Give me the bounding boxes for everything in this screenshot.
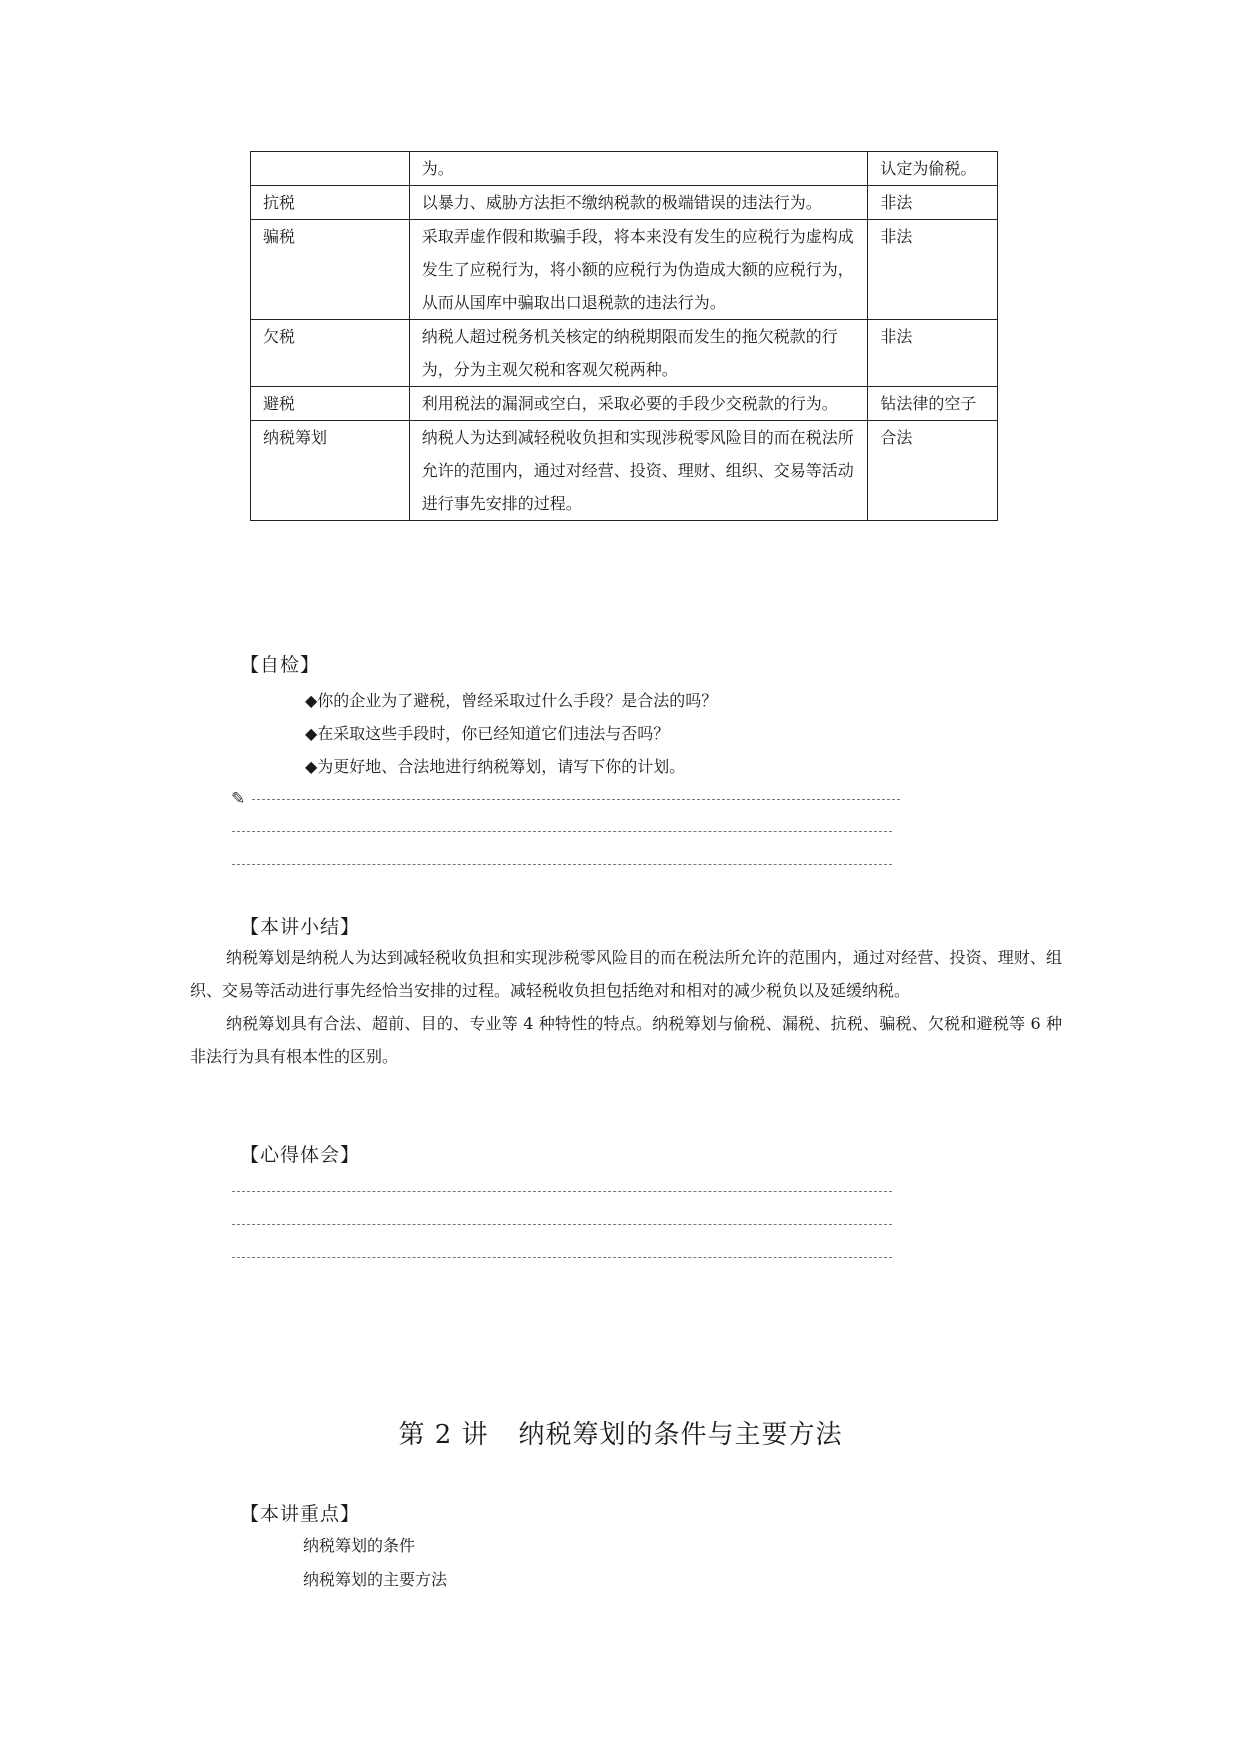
summary-body	[190, 941, 1062, 1073]
nature-cell: 钻法律的空子	[868, 387, 998, 421]
chapter-title	[0, 1414, 1241, 1451]
writing-line	[232, 864, 892, 865]
description-cell: 采取弄虚作假和欺骗手段，将本来没有发生的应税行为虚构成发生了应税行为，将小额的应税行为伪造成大额的应税行为，从而从国库中骗取出口退税款的违法行为。	[409, 220, 868, 320]
writing-line	[232, 1224, 892, 1225]
term-cell: 欠税	[251, 320, 410, 387]
experience-heading: 【心得体会】	[240, 1144, 361, 1166]
list-item: ◆在采取这些手段时，你已经知道它们违法与否吗？	[305, 724, 670, 743]
writing-line	[232, 1257, 892, 1258]
summary-paragraph: 纳税筹划是纳税人为达到减轻税收负担和实现涉税零风险目的而在税法所允许的范围内，通过对经营、投资、理财、组织、交易等活动进行事先经恰当安排的过程。减轻税收负担包括绝对和相对的减少税负以及延缓纳税。	[190, 948, 1062, 1000]
nature-cell: 认定为偷税。	[868, 152, 998, 186]
nature-cell: 非法	[868, 186, 998, 220]
description-cell: 以暴力、威胁方法拒不缴纳税款的极端错误的违法行为。	[409, 186, 868, 220]
list-item: ◆你的企业为了避税，曾经采取过什么手段？是合法的吗？	[305, 691, 718, 710]
table-row	[251, 186, 998, 220]
pencil-icon: ✎	[231, 789, 246, 809]
key-points-list	[303, 1529, 447, 1597]
chapter-number: 第 2 讲	[398, 1420, 489, 1450]
term-cell: 抗税	[251, 186, 410, 220]
writing-line	[232, 831, 892, 832]
table-row	[251, 220, 998, 320]
term-cell: 骗税	[251, 220, 410, 320]
term-cell: 纳税筹划	[251, 421, 410, 521]
self-check-heading: 【自检】	[240, 654, 321, 676]
term-cell: 避税	[251, 387, 410, 421]
summary-heading: 【本讲小结】	[240, 916, 361, 938]
description-cell: 利用税法的漏洞或空白，采取必要的手段少交税款的行为。	[409, 387, 868, 421]
description-cell: 纳税人超过税务机关核定的纳税期限而发生的拖欠税款的行为，分为主观欠税和客观欠税两种。	[409, 320, 868, 387]
description-cell: 为。	[409, 152, 868, 186]
self-check-list	[305, 684, 717, 783]
table-row	[251, 152, 998, 186]
list-item: 纳税筹划的条件	[303, 1536, 416, 1555]
writing-line	[252, 799, 900, 800]
writing-line	[232, 1191, 892, 1192]
tax-behavior-table	[250, 151, 998, 521]
description-cell: 纳税人为达到减轻税收负担和实现涉税零风险目的而在税法所允许的范围内，通过对经营、投资、理财、组织、交易等活动进行事先安排的过程。	[409, 421, 868, 521]
chapter-name: 纳税筹划的条件与主要方法	[518, 1420, 843, 1450]
table-row	[251, 387, 998, 421]
key-points-heading: 【本讲重点】	[240, 1503, 361, 1525]
nature-cell: 非法	[868, 320, 998, 387]
term-cell	[251, 152, 410, 186]
table-row	[251, 421, 998, 521]
list-item: ◆为更好地、合法地进行纳税筹划，请写下你的计划。	[305, 757, 686, 776]
nature-cell: 非法	[868, 220, 998, 320]
summary-paragraph: 纳税筹划具有合法、超前、目的、专业等 4 种特性的特点。纳税筹划与偷税、漏税、抗税、骗税、欠税和避税等 6 种非法行为具有根本性的区别。	[190, 1014, 1062, 1066]
nature-cell: 合法	[868, 421, 998, 521]
list-item: 纳税筹划的主要方法	[303, 1570, 448, 1589]
table-row	[251, 320, 998, 387]
